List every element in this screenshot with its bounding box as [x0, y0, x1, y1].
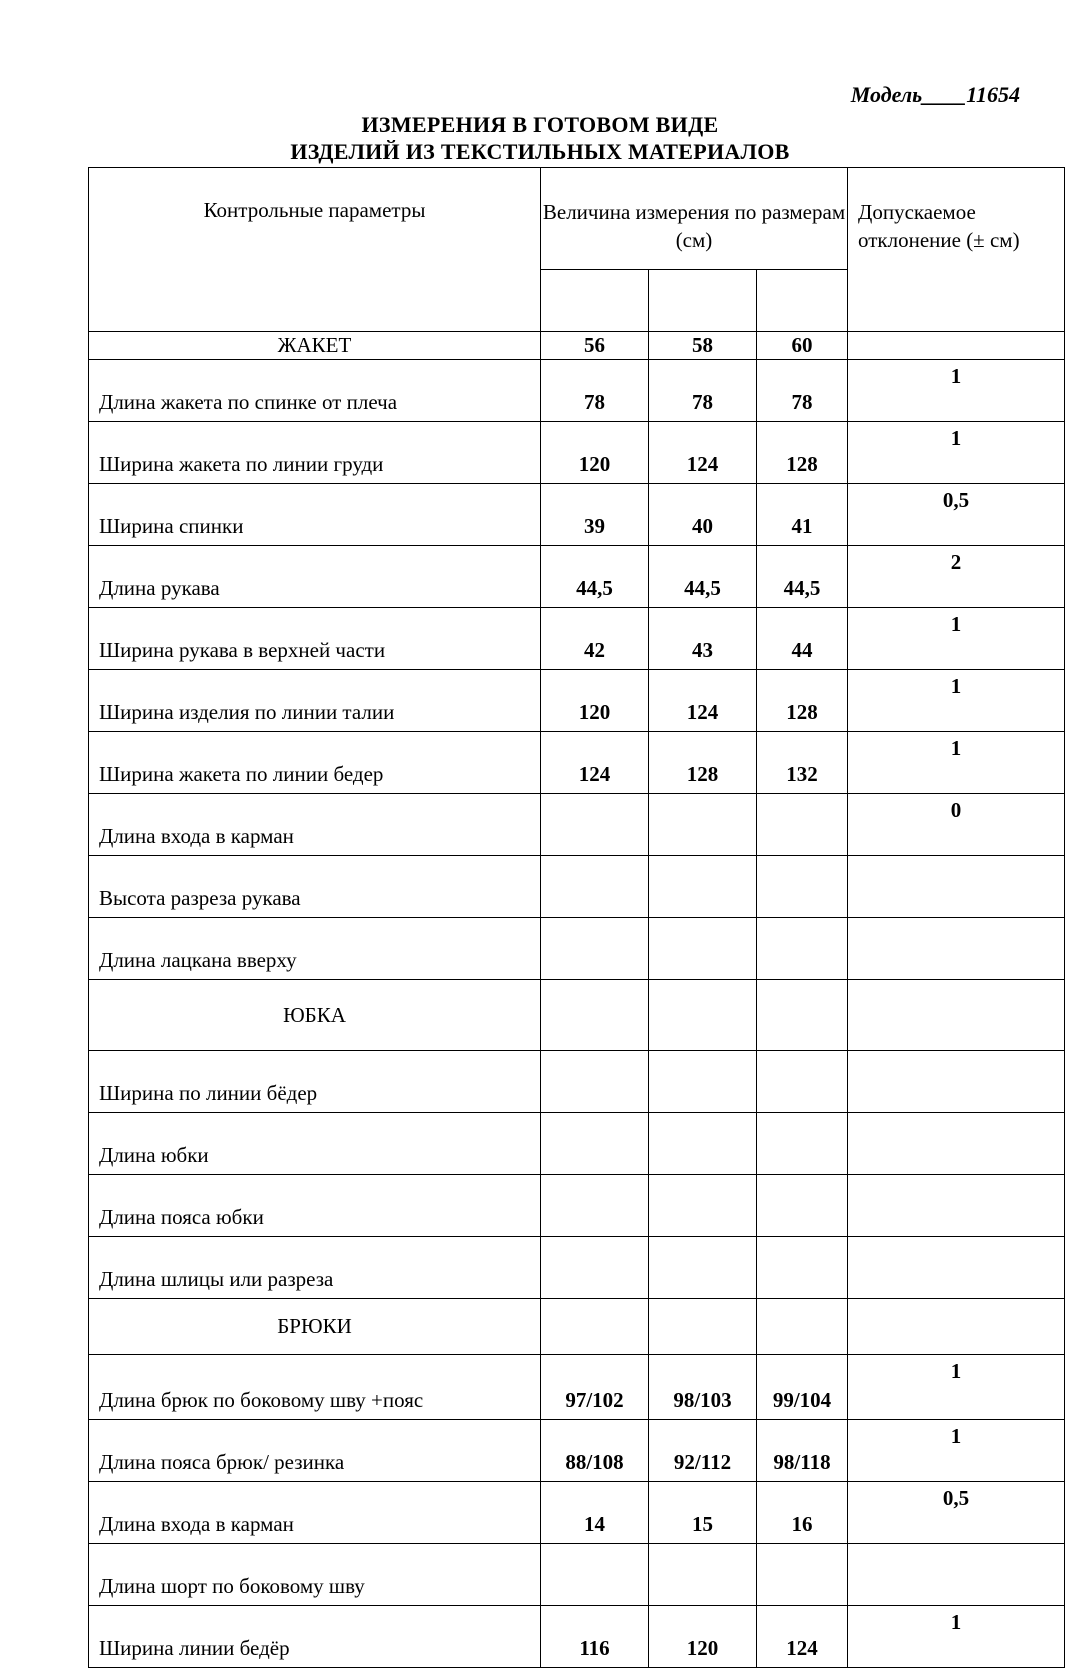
measure-value: 78	[757, 360, 848, 422]
measure-value: 44,5	[757, 546, 848, 608]
measure-value	[541, 1544, 649, 1606]
measure-value	[757, 1113, 848, 1175]
measure-value: 132	[757, 732, 848, 794]
empty-cell	[649, 1299, 757, 1355]
table-row	[89, 670, 1065, 732]
header-row	[89, 168, 1065, 270]
tolerance-value	[848, 1113, 1065, 1175]
empty-cell	[848, 980, 1065, 1051]
param-label: Длина входа в карман	[89, 794, 541, 856]
empty-cell	[757, 1299, 848, 1355]
table-row	[89, 1175, 1065, 1237]
tolerance-value: 1	[848, 422, 1065, 484]
table-row	[89, 1482, 1065, 1544]
tolerance-value: 1	[848, 608, 1065, 670]
measure-value: 42	[541, 608, 649, 670]
param-label: Ширина линии бедёр	[89, 1606, 541, 1668]
table-row	[89, 918, 1065, 980]
tolerance-value	[848, 1237, 1065, 1299]
measure-value	[757, 794, 848, 856]
table-row	[89, 856, 1065, 918]
param-label: Ширина изделия по линии талии	[89, 670, 541, 732]
param-label: Длина входа в карман	[89, 1482, 541, 1544]
size-cell: 58	[649, 332, 757, 360]
table-row	[89, 1606, 1065, 1668]
tolerance-value: 0,5	[848, 484, 1065, 546]
table-row	[89, 1051, 1065, 1113]
measure-value	[649, 1544, 757, 1606]
header-tolerance: Допускаемое отклонение (± см)	[848, 168, 1065, 332]
param-label: Длина пояса брюк/ резинка	[89, 1420, 541, 1482]
table-row	[89, 1113, 1065, 1175]
section-label: ЮБКА	[89, 980, 541, 1051]
tolerance-value: 1	[848, 1606, 1065, 1668]
measure-value: 124	[757, 1606, 848, 1668]
table-row	[89, 422, 1065, 484]
measure-value: 97/102	[541, 1355, 649, 1420]
document-title-line1: ИЗМЕРЕНИЯ В ГОТОВОМ ВИДЕ	[361, 112, 719, 137]
param-label: Длина жакета по спинке от плеча	[89, 360, 541, 422]
measure-value: 98/103	[649, 1355, 757, 1420]
measure-value: 120	[541, 422, 649, 484]
param-label: Длина шлицы или разреза	[89, 1237, 541, 1299]
measure-value: 124	[649, 670, 757, 732]
measure-value: 92/112	[649, 1420, 757, 1482]
measure-value: 116	[541, 1606, 649, 1668]
measure-value	[541, 918, 649, 980]
empty-cell	[541, 1299, 649, 1355]
param-label: Длина рукава	[89, 546, 541, 608]
measure-value	[649, 1113, 757, 1175]
measure-value: 124	[541, 732, 649, 794]
table-row	[89, 732, 1065, 794]
measure-value	[757, 1175, 848, 1237]
measure-value: 15	[649, 1482, 757, 1544]
measure-value: 88/108	[541, 1420, 649, 1482]
section-label: БРЮКИ	[89, 1299, 541, 1355]
tolerance-value	[848, 1175, 1065, 1237]
measure-value: 44,5	[541, 546, 649, 608]
section-row	[89, 1299, 1065, 1355]
tolerance-value	[848, 1051, 1065, 1113]
param-label: Ширина жакета по линии груди	[89, 422, 541, 484]
tolerance-value: 1	[848, 1355, 1065, 1420]
table-row	[89, 1420, 1065, 1482]
measure-value	[757, 856, 848, 918]
measure-value	[649, 918, 757, 980]
table-row	[89, 794, 1065, 856]
header-size-blank	[541, 269, 649, 331]
param-label: Длина лацкана вверху	[89, 918, 541, 980]
tolerance-value: 1	[848, 670, 1065, 732]
measure-value	[649, 1051, 757, 1113]
measure-value: 44	[757, 608, 848, 670]
measure-value: 44,5	[649, 546, 757, 608]
param-label: Длина юбки	[89, 1113, 541, 1175]
param-label: Высота разреза рукава	[89, 856, 541, 918]
section-jacket: ЖАКЕТ	[89, 332, 541, 360]
measure-value: 128	[757, 670, 848, 732]
tolerance-value: 1	[848, 1420, 1065, 1482]
measure-value	[541, 794, 649, 856]
param-label: Ширина жакета по линии бедер	[89, 732, 541, 794]
measure-value	[541, 1175, 649, 1237]
measure-value	[541, 1113, 649, 1175]
size-cell: 56	[541, 332, 649, 360]
measure-value	[541, 1237, 649, 1299]
header-param: Контрольные параметры	[89, 168, 541, 332]
measure-value: 128	[757, 422, 848, 484]
table-row	[89, 1544, 1065, 1606]
tolerance-value	[848, 918, 1065, 980]
measure-value: 39	[541, 484, 649, 546]
tolerance-value: 0,5	[848, 1482, 1065, 1544]
measure-value: 43	[649, 608, 757, 670]
measure-value: 120	[541, 670, 649, 732]
section-row	[89, 980, 1065, 1051]
table-row	[89, 1237, 1065, 1299]
table-row	[89, 360, 1065, 422]
table-row	[89, 608, 1065, 670]
param-label: Ширина рукава в верхней части	[89, 608, 541, 670]
tolerance-value	[848, 1544, 1065, 1606]
measure-value: 99/104	[757, 1355, 848, 1420]
param-label: Ширина спинки	[89, 484, 541, 546]
empty-cell	[848, 1299, 1065, 1355]
measure-value	[541, 1051, 649, 1113]
measure-value	[757, 1237, 848, 1299]
measure-value: 14	[541, 1482, 649, 1544]
measure-value: 98/118	[757, 1420, 848, 1482]
empty-cell	[757, 980, 848, 1051]
model-number: Модель____11654	[850, 82, 1020, 107]
tolerance-value: 2	[848, 546, 1065, 608]
jacket-size-row	[89, 332, 1065, 360]
document-title-line2: ИЗДЕЛИЙ ИЗ ТЕКСТИЛЬНЫХ МАТЕРИАЛОВ	[290, 139, 790, 164]
measure-value: 120	[649, 1606, 757, 1668]
tolerance-value: 1	[848, 360, 1065, 422]
measure-value: 124	[649, 422, 757, 484]
param-label: Длина шорт по боковому шву	[89, 1544, 541, 1606]
measure-value	[541, 856, 649, 918]
size-tolerance-blank	[848, 332, 1065, 360]
header-size-blank	[649, 269, 757, 331]
tolerance-value	[848, 856, 1065, 918]
measure-value	[649, 1175, 757, 1237]
header-measure: Величина измерения по размерам (см)	[541, 168, 848, 270]
table-row	[89, 546, 1065, 608]
table-row	[89, 1355, 1065, 1420]
measure-value	[757, 1051, 848, 1113]
tolerance-value: 1	[848, 732, 1065, 794]
measure-value: 16	[757, 1482, 848, 1544]
header-size-blank	[757, 269, 848, 331]
size-cell: 60	[757, 332, 848, 360]
measurement-table	[88, 167, 1065, 1668]
measure-value	[649, 1237, 757, 1299]
measure-value: 78	[649, 360, 757, 422]
measure-value	[649, 856, 757, 918]
param-label: Ширина по линии бёдер	[89, 1051, 541, 1113]
tolerance-value: 0	[848, 794, 1065, 856]
table-row	[89, 484, 1065, 546]
param-label: Длина пояса юбки	[89, 1175, 541, 1237]
measure-value	[757, 918, 848, 980]
measure-value: 41	[757, 484, 848, 546]
empty-cell	[541, 980, 649, 1051]
measure-value: 40	[649, 484, 757, 546]
measure-value	[649, 794, 757, 856]
measure-value: 78	[541, 360, 649, 422]
measure-value: 128	[649, 732, 757, 794]
measure-value	[757, 1544, 848, 1606]
empty-cell	[649, 980, 757, 1051]
param-label: Длина брюк по боковому шву +пояс	[89, 1355, 541, 1420]
